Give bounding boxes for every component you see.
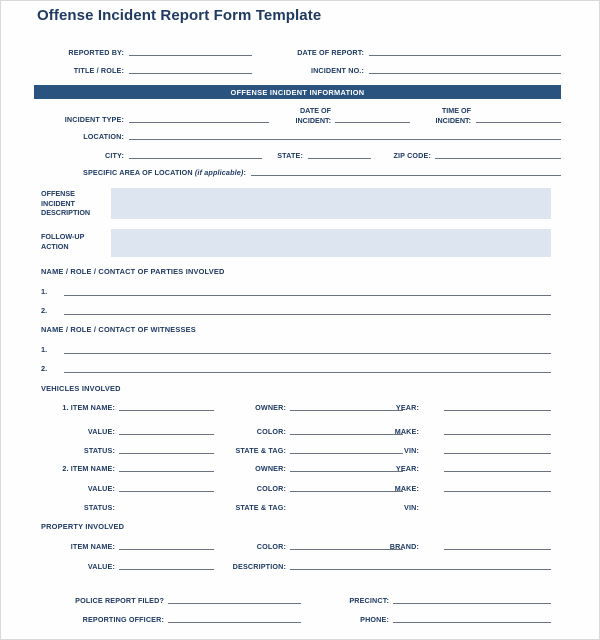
vehicle-1-status-label: STATUS: [83,446,115,455]
property-description-label: DESCRIPTION: [232,562,286,571]
vehicle-2-owner-label: OWNER: [255,464,286,473]
offense-description-label-line1: OFFENSE [41,189,75,198]
offense-description-label [41,189,111,218]
witnesses-row-2-number: 2. [41,364,48,373]
offense-description-label-line2: INCIDENT [41,198,75,208]
date-of-report-input[interactable] [369,55,561,56]
vehicle-2-make-label: MAKE: [394,484,419,493]
vehicle-2-value-label: VALUE: [87,484,115,493]
time-of-incident-label-line2: INCIDENT: [435,115,471,125]
vehicle-2-status-label: STATUS: [83,503,115,512]
vehicle-1-year-input[interactable] [444,410,551,411]
followup-action-label-line1: FOLLOW-UP [41,232,85,241]
parties-row-1-input[interactable] [64,295,551,296]
parties-row-2-input[interactable] [64,314,551,315]
offense-description-textarea[interactable] [111,188,551,219]
parties-row-1-number: 1. [41,287,48,296]
vehicle-2-year-input[interactable] [444,471,551,472]
parties-involved-heading: NAME / ROLE / CONTACT OF PARTIES INVOLVED [41,267,225,276]
precinct-input[interactable] [393,603,551,604]
property-involved-heading: PROPERTY INVOLVED [41,522,125,531]
city-label: CITY: [105,151,124,160]
vehicle-1-item-name-input[interactable] [119,410,214,411]
vehicle-1-year-label: YEAR: [395,403,419,412]
location-label: LOCATION: [83,132,124,141]
witnesses-row-1-number: 1. [41,345,48,354]
phone-label: PHONE: [360,615,389,624]
vehicle-1-vin-input[interactable] [444,453,551,454]
reporting-officer-label: REPORTING OFFICER: [82,615,164,624]
vehicle-2-color-label: COLOR: [256,484,286,493]
location-input[interactable] [129,139,561,140]
followup-action-textarea[interactable] [111,229,551,257]
vehicles-involved-heading: VEHICLES INVOLVED [41,384,121,393]
specific-area-label-text: SPECIFIC AREA OF LOCATION [83,168,193,177]
date-of-report-label: DATE OF REPORT: [297,48,364,57]
zip-code-label: ZIP CODE: [393,151,431,160]
property-item-name-label: ITEM NAME: [70,542,115,551]
specific-area-colon: : [243,168,246,177]
time-of-incident-label [401,106,471,125]
section-header-offense-incident-information: OFFENSE INCIDENT INFORMATION [34,85,561,99]
vehicle-2-item-name-label: 2. ITEM NAME: [62,464,115,473]
vehicle-1-value-input[interactable] [119,434,214,435]
incident-no-label: INCIDENT NO.: [310,66,364,75]
time-of-incident-input[interactable] [476,122,561,123]
phone-input[interactable] [393,622,551,623]
vehicle-2-vin-label: VIN: [404,503,419,512]
specific-area-label [31,168,246,177]
followup-action-label-line2: ACTION [41,241,69,251]
reported-by-label: REPORTED BY: [68,48,124,57]
followup-action-label [41,232,111,251]
police-report-filed-label: POLICE REPORT FILED? [75,596,164,605]
property-brand-label: BRAND: [389,542,419,551]
specific-area-input[interactable] [251,175,561,176]
vehicle-1-color-label: COLOR: [256,427,286,436]
incident-type-input[interactable] [129,122,269,123]
state-label: STATE: [277,151,303,160]
vehicle-1-make-label: MAKE: [394,427,419,436]
precinct-label: PRECINCT: [349,596,389,605]
reporting-officer-input[interactable] [168,622,301,623]
vehicle-2-value-input[interactable] [119,491,214,492]
witnesses-row-1-input[interactable] [64,353,551,354]
incident-no-input[interactable] [369,73,561,74]
date-of-incident-label-line1: DATE OF [299,106,331,115]
time-of-incident-label-line1: TIME OF [441,106,471,115]
vehicle-2-year-label: YEAR: [395,464,419,473]
property-description-input[interactable] [290,569,551,570]
witnesses-row-2-input[interactable] [64,372,551,373]
specific-area-note: (if applicable) [194,168,244,177]
vehicle-1-make-input[interactable] [444,434,551,435]
title-role-label: TITLE / ROLE: [73,66,124,75]
property-value-label: VALUE: [87,562,115,571]
vehicle-2-state-tag-label: STATE & TAG: [235,503,286,512]
property-item-name-input[interactable] [119,549,214,550]
property-color-label: COLOR: [256,542,286,551]
vehicle-1-owner-label: OWNER: [255,403,286,412]
incident-type-label: INCIDENT TYPE: [64,115,124,124]
offense-description-label-line3: DESCRIPTION [41,208,91,217]
zip-code-input[interactable] [435,158,561,159]
date-of-incident-label-line2: INCIDENT: [295,115,331,125]
witnesses-heading: NAME / ROLE / CONTACT OF WITNESSES [41,325,196,334]
property-brand-input[interactable] [444,549,551,550]
vehicle-2-item-name-input[interactable] [119,471,214,472]
vehicle-1-vin-label: VIN: [404,446,419,455]
vehicle-1-item-name-label: 1. ITEM NAME: [62,403,115,412]
vehicle-2-make-input[interactable] [444,491,551,492]
parties-row-2-number: 2. [41,306,48,315]
date-of-incident-input[interactable] [335,122,410,123]
page-title: Offense Incident Report Form Template [37,7,322,24]
date-of-incident-label [261,106,331,125]
vehicle-1-state-tag-label: STATE & TAG: [235,446,286,455]
vehicle-1-value-label: VALUE: [87,427,115,436]
